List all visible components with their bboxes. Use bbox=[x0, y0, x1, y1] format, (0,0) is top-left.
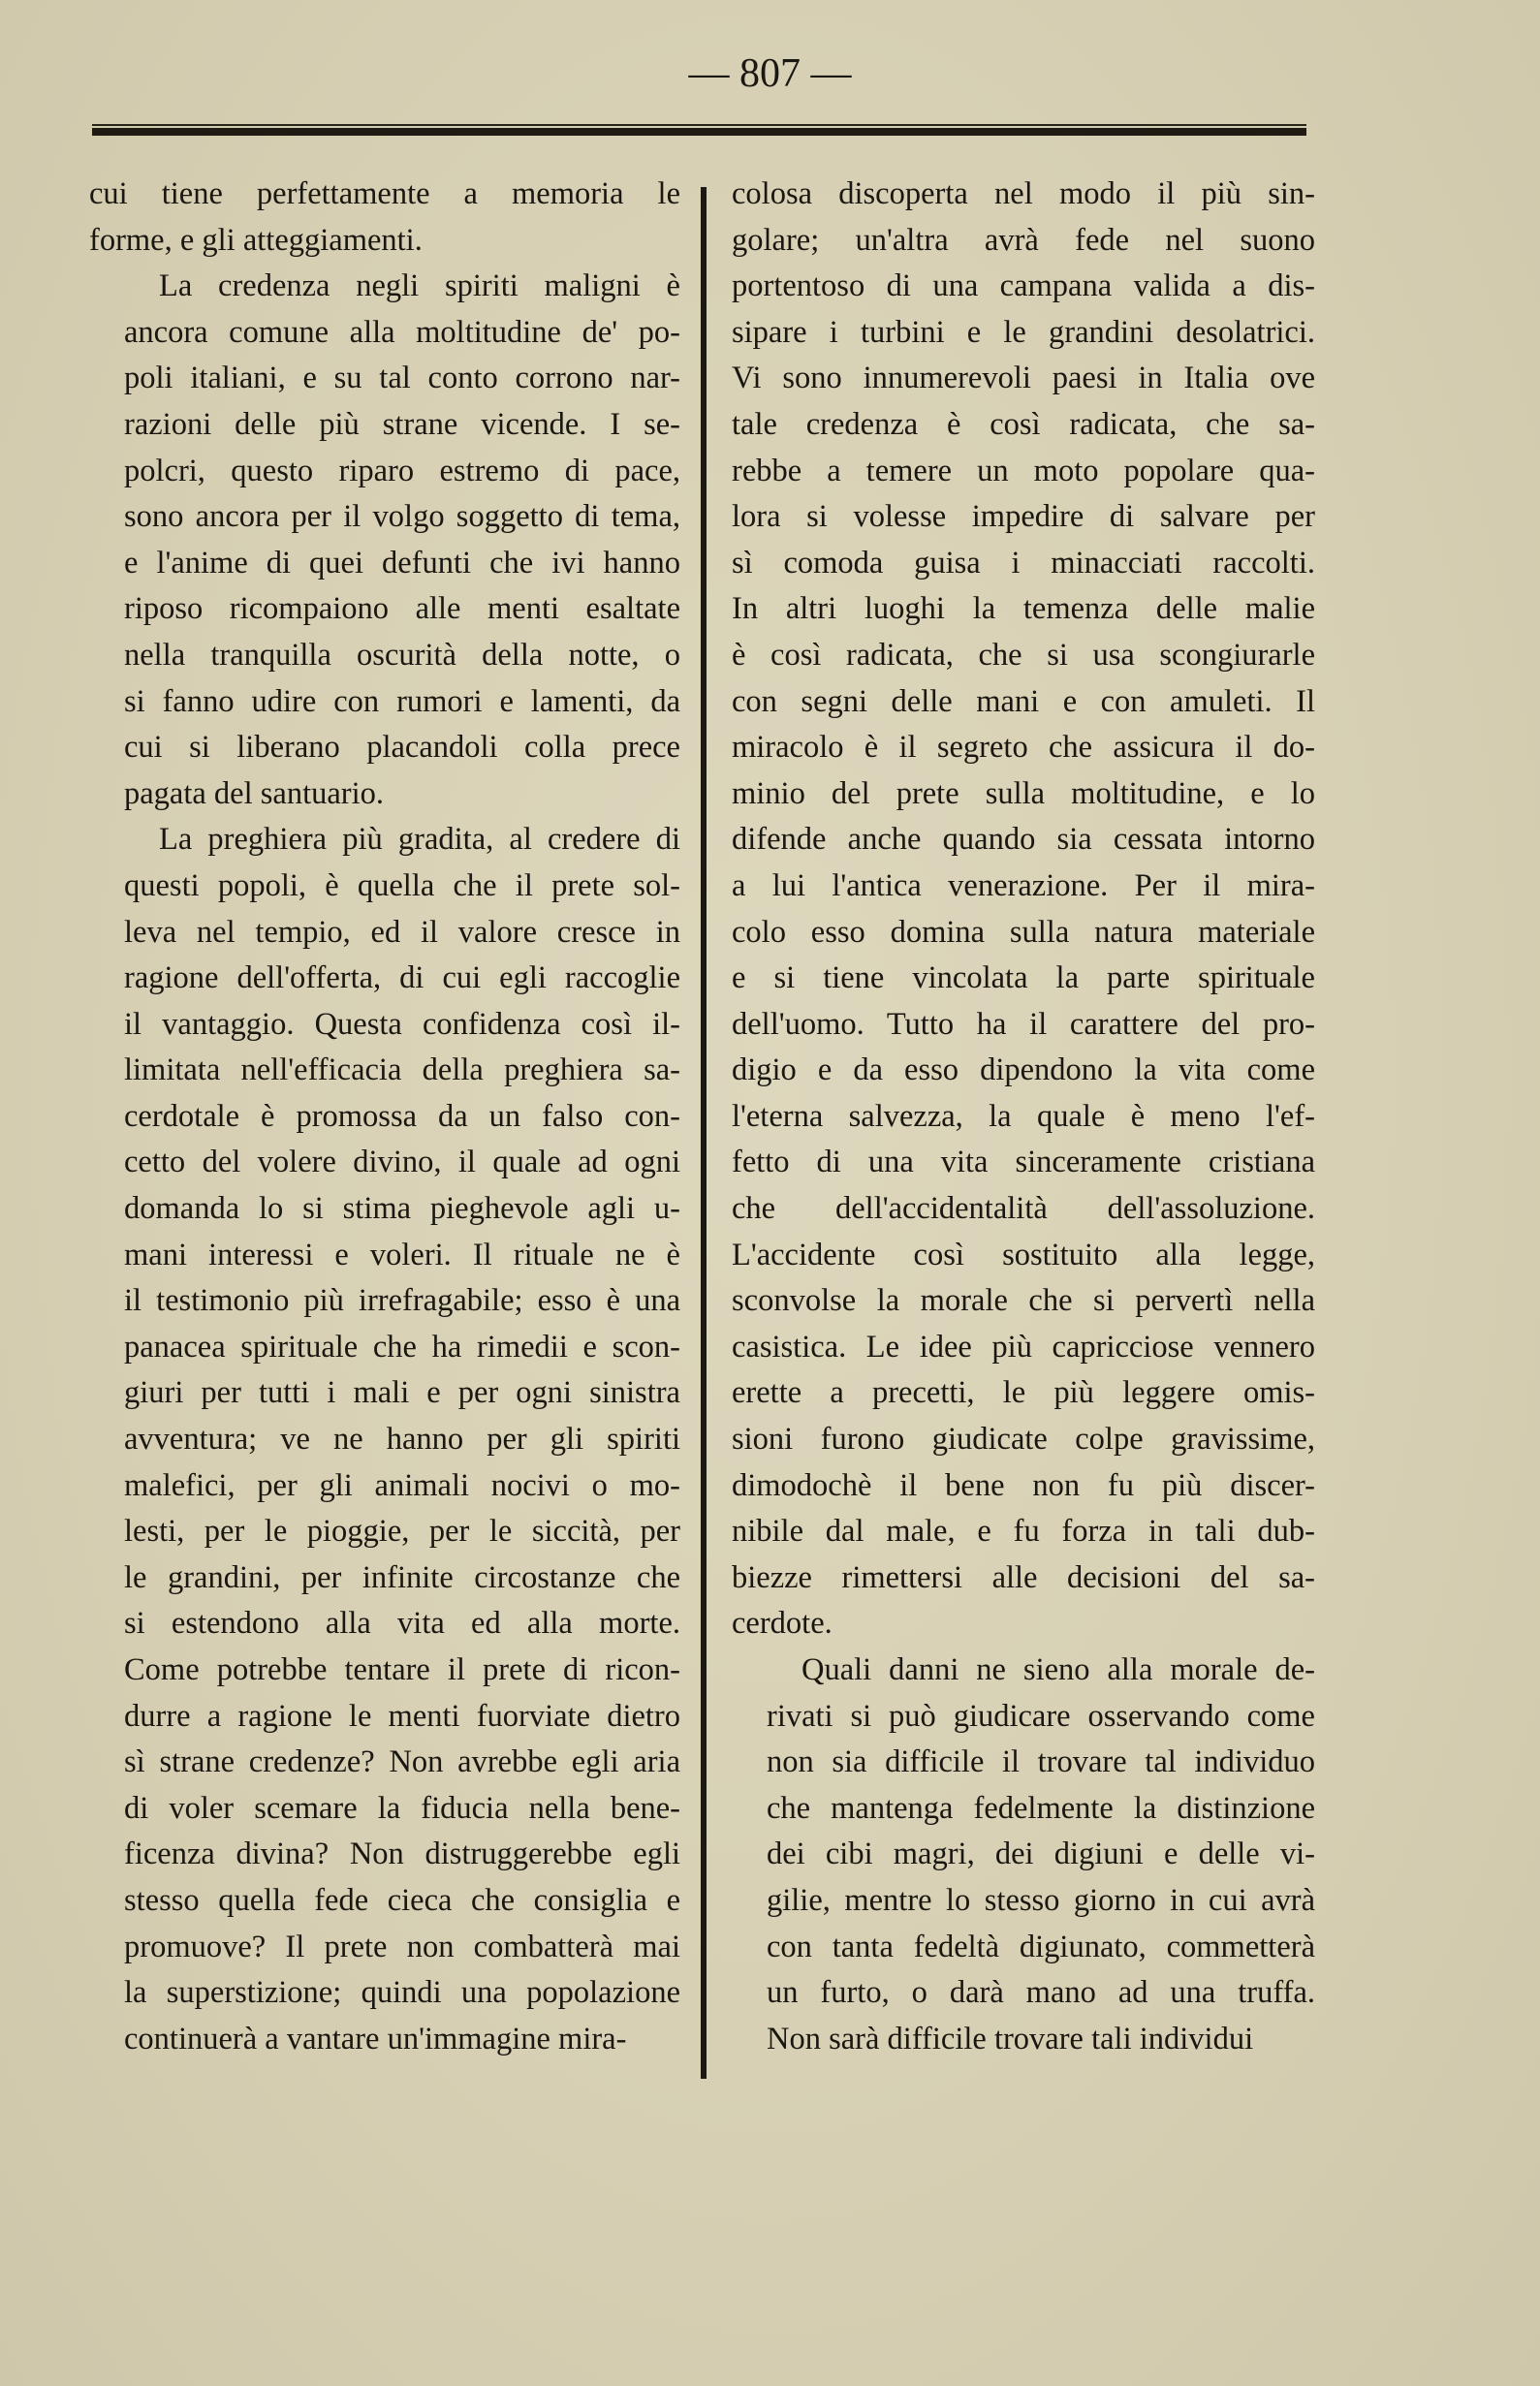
text-line: tale credenza è così radicata, che sa- bbox=[732, 406, 1315, 442]
text-line: la superstizione; quindi una popolazione bbox=[124, 1975, 680, 2011]
paragraph bbox=[732, 172, 1315, 1648]
text-line: si fanno udire con rumori e lamenti, da bbox=[124, 683, 680, 719]
text-line: cerdotale è promossa da un falso con- bbox=[124, 1098, 680, 1134]
text-line: sipare i turbini e le grandini desolatrici. bbox=[732, 314, 1315, 350]
text-line: ancora comune alla moltitudine de' po- bbox=[124, 314, 680, 350]
paragraph bbox=[89, 172, 680, 264]
text-line: questi popoli, è quella che il prete sol- bbox=[124, 867, 680, 903]
text-line: sì comoda guisa i minacciati raccolti. bbox=[732, 545, 1315, 581]
column-divider bbox=[701, 187, 707, 2079]
text-line: le grandini, per infinite circostanze che bbox=[124, 1559, 680, 1595]
text-line: erette a precetti, le più leggere omis- bbox=[732, 1375, 1315, 1411]
text-line: con tanta fedeltà digiunato, commetterà bbox=[767, 1929, 1315, 1964]
text-line: In altri luoghi la temenza delle malie bbox=[732, 591, 1315, 627]
text-line: non sia difficile il trovare tal individuo bbox=[767, 1744, 1315, 1780]
text-line: un furto, o darà mano ad una truffa. bbox=[767, 1975, 1315, 2011]
left-column bbox=[89, 172, 680, 2062]
text-line: golare; un'altra avrà fede nel suono bbox=[732, 222, 1315, 258]
text-line: il testimonio più irrefragabile; esso è una bbox=[124, 1283, 680, 1319]
paragraph bbox=[732, 1648, 1315, 2062]
text-line: Come potrebbe tentare il prete di ricon- bbox=[124, 1652, 680, 1687]
text-line: Vi sono innumerevoli paesi in Italia ove bbox=[732, 361, 1315, 396]
text-line: minio del prete sulla moltitudine, e lo bbox=[732, 775, 1315, 811]
text-line: cui tiene perfettamente a memoria le bbox=[89, 176, 680, 211]
text-line: lora si volesse impedire di salvare per bbox=[732, 499, 1315, 535]
header-rule-thin bbox=[92, 124, 1306, 126]
paragraph bbox=[89, 817, 680, 2062]
text-line: biezze rimettersi alle decisioni del sa- bbox=[732, 1559, 1315, 1595]
text-line: sioni furono giudicate colpe gravissime, bbox=[732, 1422, 1315, 1458]
text-line: ragione dell'offerta, di cui egli raccoglie bbox=[124, 960, 680, 996]
text-line: lesti, per le pioggie, per le siccità, per bbox=[124, 1514, 680, 1550]
text-line: razioni delle più strane vicende. I se- bbox=[124, 406, 680, 442]
text-line: a lui l'antica venerazione. Per il mira- bbox=[732, 867, 1315, 903]
text-line: colo esso domina sulla natura materiale bbox=[732, 914, 1315, 950]
text-line: si estendono alla vita ed alla morte. bbox=[124, 1606, 680, 1642]
text-line: con segni delle mani e con amuleti. Il bbox=[732, 683, 1315, 719]
text-line: forme, e gli atteggiamenti. bbox=[89, 222, 423, 258]
text-line: cerdote. bbox=[732, 1606, 833, 1642]
text-line: sconvolse la morale che si pervertì nella bbox=[732, 1283, 1315, 1319]
text-line: Non sarà difficile trovare tali individui bbox=[767, 2021, 1254, 2056]
text-line: La preghiera più gradita, al credere di bbox=[159, 822, 680, 858]
text-line: fetto di una vita sinceramente cristiana bbox=[732, 1145, 1315, 1180]
text-line: leva nel tempio, ed il valore cresce in bbox=[124, 914, 680, 950]
text-line: che dell'accidentalità dell'assoluzione. bbox=[732, 1191, 1315, 1227]
text-line: Quali danni ne sieno alla morale de- bbox=[801, 1652, 1315, 1687]
text-line: gilie, mentre lo stesso giorno in cui avrà bbox=[767, 1882, 1315, 1918]
text-line: rebbe a temere un moto popolare qua- bbox=[732, 453, 1315, 488]
text-line: sono ancora per il volgo soggetto di tema, bbox=[124, 499, 680, 535]
text-line: limitata nell'efficacia della preghiera sa- bbox=[124, 1052, 680, 1088]
header-rule bbox=[92, 128, 1306, 136]
text-line: mani interessi e voleri. Il rituale ne è bbox=[124, 1237, 680, 1272]
text-line: promuove? Il prete non combatterà mai bbox=[124, 1929, 680, 1964]
text-line: che mantenga fedelmente la distinzione bbox=[767, 1790, 1315, 1826]
text-line: digio e da esso dipendono la vita come bbox=[732, 1052, 1315, 1088]
text-line: domanda lo si stima pieghevole agli u- bbox=[124, 1191, 680, 1227]
text-line: casistica. Le idee più capricciose vennero bbox=[732, 1329, 1315, 1365]
text-line: il vantaggio. Questa confidenza così il- bbox=[124, 1006, 680, 1042]
text-line: continuerà a vantare un'immagine mira- bbox=[124, 2021, 627, 2056]
text-line: avventura; ve ne hanno per gli spiriti bbox=[124, 1422, 680, 1458]
text-line: pagata del santuario. bbox=[124, 775, 385, 811]
text-line: panacea spirituale che ha rimedii e scon- bbox=[124, 1329, 680, 1365]
text-line: colosa discoperta nel modo il più sin- bbox=[732, 176, 1315, 211]
text-line: durre a ragione le menti fuorviate dietro bbox=[124, 1698, 680, 1734]
text-line: portentoso di una campana valida a dis- bbox=[732, 268, 1315, 304]
text-line: cui si liberano placandoli colla prece bbox=[124, 730, 680, 766]
text-line: giuri per tutti i mali e per ogni sinistra bbox=[124, 1375, 680, 1411]
text-line: stesso quella fede cieca che consiglia e bbox=[124, 1882, 680, 1918]
text-line: ficenza divina? Non distruggerebbe egli bbox=[124, 1837, 680, 1872]
text-line: di voler scemare la fiducia nella bene- bbox=[124, 1790, 680, 1826]
text-line: e l'anime di quei defunti che ivi hanno bbox=[124, 545, 680, 581]
right-column bbox=[732, 172, 1315, 2062]
text-line: e si tiene vincolata la parte spirituale bbox=[732, 960, 1315, 996]
text-line: miracolo è il segreto che assicura il do- bbox=[732, 730, 1315, 766]
text-line: è così radicata, che si usa scongiurarle bbox=[732, 637, 1315, 673]
text-line: La credenza negli spiriti maligni è bbox=[159, 268, 680, 304]
text-line: difende anche quando sia cessata intorno bbox=[732, 822, 1315, 858]
page-number: — 807 — bbox=[688, 51, 852, 96]
text-line: sì strane credenze? Non avrebbe egli aria bbox=[124, 1744, 680, 1780]
text-line: L'accidente così sostituito alla legge, bbox=[732, 1237, 1315, 1272]
text-line: cetto del volere divino, il quale ad ogni bbox=[124, 1145, 680, 1180]
text-line: dei cibi magri, dei digiuni e delle vi- bbox=[767, 1837, 1315, 1872]
text-line: polcri, questo riparo estremo di pace, bbox=[124, 453, 680, 488]
text-line: rivati si può giudicare osservando come bbox=[767, 1698, 1315, 1734]
text-line: nibile dal male, e fu forza in tali dub- bbox=[732, 1514, 1315, 1550]
text-line: l'eterna salvezza, la quale è meno l'ef- bbox=[732, 1098, 1315, 1134]
text-line: riposo ricompaiono alle menti esaltate bbox=[124, 591, 680, 627]
text-line: dell'uomo. Tutto ha il carattere del pro- bbox=[732, 1006, 1315, 1042]
text-line: dimodochè il bene non fu più discer- bbox=[732, 1467, 1315, 1503]
paragraph bbox=[89, 264, 680, 817]
text-line: malefici, per gli animali nocivi o mo- bbox=[124, 1467, 680, 1503]
text-line: nella tranquilla oscurità della notte, o bbox=[124, 637, 680, 673]
text-line: poli italiani, e su tal conto corrono nar- bbox=[124, 361, 680, 396]
